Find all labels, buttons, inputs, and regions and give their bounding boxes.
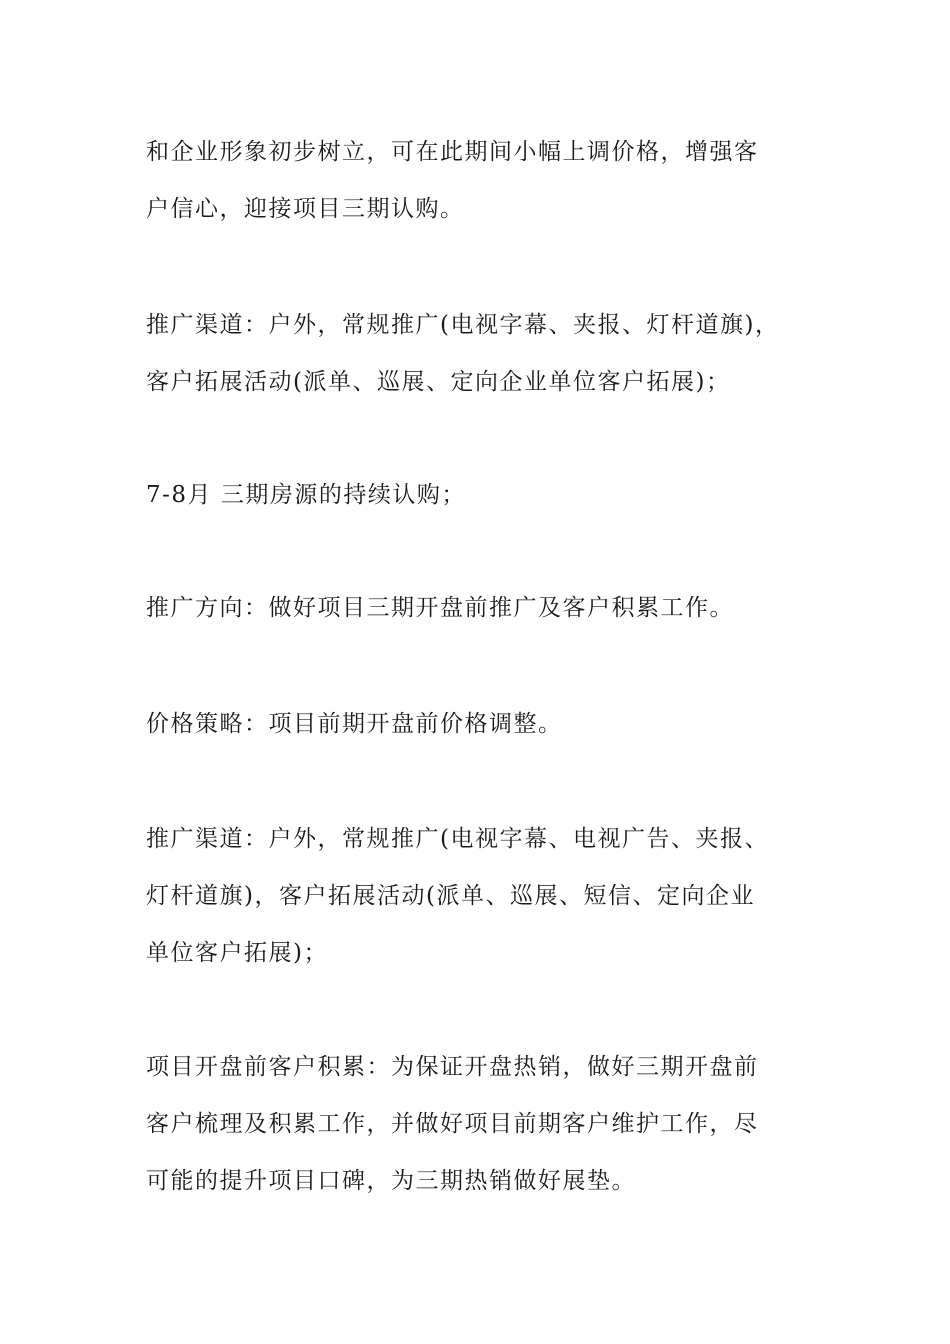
text-line: 单位客户拓展)； — [146, 940, 328, 966]
text-line: 灯杆道旗)，客户拓展活动(派单、巡展、短信、定向企业 — [146, 883, 755, 909]
text-line: 推广渠道：户外，常规推广(电视字幕、电视广告、夹报、 — [146, 826, 769, 852]
paragraph-phase-heading — [146, 467, 826, 524]
paragraph-pre-opening-customers — [146, 1039, 826, 1210]
text-line: 项目开盘前客户积累：为保证开盘热销，做好三期开盘前 — [146, 1054, 759, 1080]
text-line: 可能的提升项目口碑，为三期热销做好展垫。 — [146, 1168, 636, 1194]
paragraph-promotion-channels-1 — [146, 297, 826, 411]
paragraph-promotion-channels-2 — [146, 811, 826, 982]
text-line: 推广方向：做好项目三期开盘前推广及客户积累工作。 — [146, 595, 734, 621]
text-line: 价格策略：项目前期开盘前价格调整。 — [146, 711, 563, 737]
text-line: 7-8月 三期房源的持续认购； — [146, 482, 466, 508]
text-line: 推广渠道：户外，常规推广(电视字幕、夹报、灯杆道旗)， — [146, 312, 780, 338]
text-line: 客户梳理及积累工作，并做好项目前期客户维护工作，尽 — [146, 1111, 759, 1137]
paragraph-pricing-strategy — [146, 696, 826, 753]
paragraph-price-adjustment — [146, 124, 826, 238]
text-line: 和企业形象初步树立，可在此期间小幅上调价格，增强客 — [146, 139, 759, 165]
text-line: 户信心，迎接项目三期认购。 — [146, 196, 465, 222]
text-line: 客户拓展活动(派单、巡展、定向企业单位客户拓展)； — [146, 369, 731, 395]
paragraph-promotion-direction — [146, 580, 826, 637]
